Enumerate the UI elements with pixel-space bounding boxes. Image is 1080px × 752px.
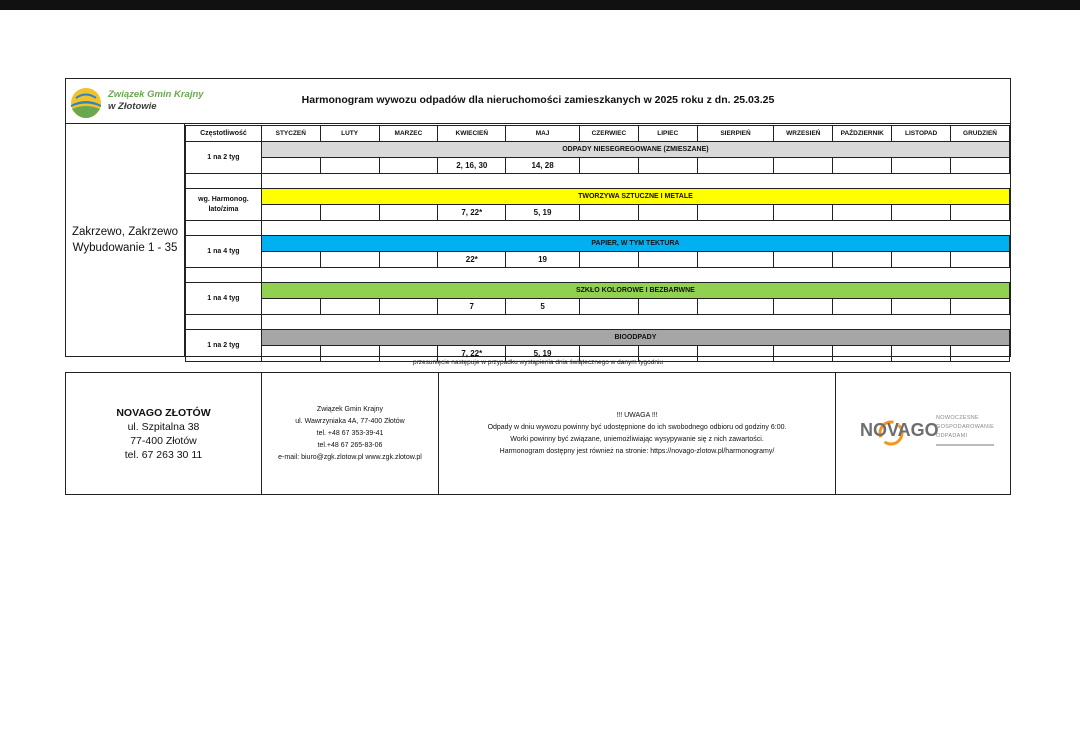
pickup-date-cell bbox=[379, 205, 438, 221]
novago-wordmark: NOVAGO bbox=[860, 419, 939, 440]
pickup-date-cell bbox=[579, 252, 638, 268]
pickup-date-cell bbox=[261, 205, 320, 221]
frequency-cell: 1 na 2 tyg bbox=[186, 142, 262, 174]
frequency-cell: 1 na 2 tyg bbox=[186, 330, 262, 362]
pickup-date-cell bbox=[579, 299, 638, 315]
pickup-date-cell bbox=[638, 158, 697, 174]
waste-type-band: PAPIER, W TYM TEKTURA bbox=[261, 236, 1009, 252]
schedule-section bbox=[65, 124, 1011, 357]
pickup-date-cell bbox=[379, 252, 438, 268]
pickup-date-cell bbox=[579, 205, 638, 221]
spacer-cell bbox=[261, 268, 1009, 283]
month-header: PAŹDZIERNIK bbox=[833, 126, 892, 142]
pickup-date-cell bbox=[638, 252, 697, 268]
pickup-date-cell: 14, 28 bbox=[506, 158, 580, 174]
frequency-cell: wg. Harmonog. lato/zima bbox=[186, 189, 262, 221]
company-street: ul. Szpitalna 38 bbox=[127, 420, 200, 433]
pickup-date-cell bbox=[892, 205, 951, 221]
logo-line2: w Złotowie bbox=[108, 101, 157, 112]
pickup-date-cell bbox=[774, 158, 833, 174]
warning-title: !!! UWAGA !!! bbox=[616, 411, 658, 419]
schedule-header bbox=[65, 78, 1011, 124]
pickup-date-cell: 22* bbox=[438, 252, 506, 268]
pickup-date-cell: 5, 19 bbox=[506, 346, 580, 362]
warning-box bbox=[439, 373, 836, 494]
zgk-logo-icon bbox=[70, 87, 102, 119]
pickup-date-cell bbox=[638, 205, 697, 221]
pickup-date-cell bbox=[320, 299, 379, 315]
spacer-row bbox=[186, 315, 1010, 330]
pickup-date-cell bbox=[951, 252, 1010, 268]
pickup-date-cell bbox=[261, 158, 320, 174]
frequency-cell: 1 na 4 tyg bbox=[186, 236, 262, 268]
union-email: e-mail: biuro@zgk.zlotow.pl www.zgk.zlotow.pl bbox=[278, 453, 422, 461]
spacer-cell bbox=[261, 315, 1009, 330]
waste-band-row bbox=[186, 330, 1010, 346]
month-header: LIPIEC bbox=[638, 126, 697, 142]
month-header: MARZEC bbox=[379, 126, 438, 142]
waste-band-row bbox=[186, 236, 1010, 252]
pickup-date-cell bbox=[697, 252, 774, 268]
spacer-row bbox=[186, 221, 1010, 236]
pickup-date-cell: 5 bbox=[506, 299, 580, 315]
spacer-cell bbox=[186, 268, 262, 283]
frequency-cell: 1 na 4 tyg bbox=[186, 283, 262, 315]
month-header: CZERWIEC bbox=[579, 126, 638, 142]
pickup-date-cell bbox=[697, 158, 774, 174]
pickup-date-cell bbox=[892, 158, 951, 174]
company-phone: tel. 67 263 30 11 bbox=[124, 448, 203, 461]
area-line2: Wybudowanie 1 - 35 bbox=[72, 242, 178, 254]
area-name bbox=[66, 124, 185, 356]
spacer-row bbox=[186, 268, 1010, 283]
company-name: NOVAGO ZŁOTÓW bbox=[116, 406, 211, 419]
pickup-date-cell: 2, 16, 30 bbox=[438, 158, 506, 174]
page-title: Harmonogram wywozu odpadów dla nieruchomości zamieszkanych w 2025 roku z dn. 25.03.25 bbox=[301, 94, 775, 106]
holiday-note: przesunięcie następuje w przypadku wystąpienia dnia świątecznego w danym tygodniu bbox=[412, 359, 664, 366]
pickup-date-cell bbox=[774, 299, 833, 315]
spacer-cell bbox=[186, 221, 262, 236]
pickup-date-cell bbox=[774, 252, 833, 268]
novago-tag3: ODPADAMI bbox=[936, 432, 968, 439]
footer bbox=[65, 372, 1011, 495]
pickup-dates-row bbox=[186, 205, 1010, 221]
area-line1: Zakrzewo, Zakrzewo bbox=[71, 226, 179, 238]
warning-line2: Worki powinny być związane, uniemożliwiając wysypywanie się z nich zawartości. bbox=[510, 435, 764, 443]
union-phone1: tel. +48 67 353-39-41 bbox=[316, 429, 384, 437]
pickup-date-cell: 7 bbox=[438, 299, 506, 315]
novago-tag2: GOSPODAROWANIE bbox=[936, 423, 995, 430]
pickup-date-cell bbox=[638, 299, 697, 315]
zgk-logo bbox=[70, 85, 220, 119]
pickup-date-cell bbox=[951, 205, 1010, 221]
novago-logo-cell bbox=[836, 373, 1010, 494]
novago-logo bbox=[848, 414, 998, 454]
pickup-date-cell bbox=[697, 205, 774, 221]
pickup-date-cell bbox=[951, 299, 1010, 315]
pickup-date-cell bbox=[261, 252, 320, 268]
spacer-cell bbox=[186, 174, 262, 189]
pickup-date-cell bbox=[774, 205, 833, 221]
novago-underline bbox=[936, 444, 994, 446]
month-header: LUTY bbox=[320, 126, 379, 142]
novago-tagline bbox=[936, 414, 994, 441]
pickup-date-cell bbox=[833, 252, 892, 268]
pickup-date-cell: 5, 19 bbox=[506, 205, 580, 221]
schedule-table bbox=[185, 125, 1010, 362]
pickup-date-cell bbox=[320, 205, 379, 221]
month-header-row bbox=[186, 126, 1010, 142]
pickup-date-cell bbox=[697, 299, 774, 315]
pickup-date-cell bbox=[261, 299, 320, 315]
union-street: ul. Wawrzyniaka 4A, 77-400 Złotów bbox=[295, 417, 405, 425]
pickup-date-cell bbox=[951, 158, 1010, 174]
pickup-date-cell bbox=[833, 205, 892, 221]
top-bar bbox=[0, 0, 1080, 10]
pickup-date-cell bbox=[892, 299, 951, 315]
waste-type-band: TWORZYWA SZTUCZNE I METALE bbox=[261, 189, 1009, 205]
frequency-header: Częstotliwość bbox=[186, 126, 262, 142]
pickup-date-cell bbox=[379, 299, 438, 315]
waste-band-row bbox=[186, 189, 1010, 205]
pickup-date-cell bbox=[892, 252, 951, 268]
month-header: KWIECIEŃ bbox=[438, 126, 506, 142]
pickup-date-cell bbox=[379, 158, 438, 174]
warning-line3: Harmonogram dostępny jest również na stronie: https://novago-zlotow.pl/harmonogramy/ bbox=[499, 447, 775, 455]
warning-line1: Odpady w dniu wywozu powinny być udostępnione do ich swobodnego odbioru od godziny 6:00. bbox=[487, 423, 787, 431]
pickup-dates-row bbox=[186, 299, 1010, 315]
union-phone2: tel.+48 67 265-83-06 bbox=[317, 441, 383, 449]
novago-tag1: NOWOCZESNE bbox=[936, 414, 980, 421]
spacer-cell bbox=[186, 315, 262, 330]
union-name: Związek Gmin Krajny bbox=[316, 405, 384, 413]
company-city: 77-400 Złotów bbox=[130, 434, 197, 447]
pickup-dates-row bbox=[186, 252, 1010, 268]
pickup-date-cell bbox=[833, 158, 892, 174]
spacer-row bbox=[186, 174, 1010, 189]
month-header: LISTOPAD bbox=[892, 126, 951, 142]
union-contact bbox=[262, 373, 439, 494]
month-header: MAJ bbox=[506, 126, 580, 142]
waste-type-band: ODPADY NIESEGREGOWANE (ZMIESZANE) bbox=[261, 142, 1009, 158]
spacer-cell bbox=[261, 221, 1009, 236]
waste-type-band: BIOODPADY bbox=[261, 330, 1009, 346]
pickup-date-cell bbox=[579, 158, 638, 174]
waste-type-band: SZKŁO KOLOROWE I BEZBARWNE bbox=[261, 283, 1009, 299]
month-header: WRZESIEŃ bbox=[774, 126, 833, 142]
month-header: GRUDZIEŃ bbox=[951, 126, 1010, 142]
waste-band-row bbox=[186, 283, 1010, 299]
pickup-date-cell: 7, 22* bbox=[438, 346, 506, 362]
waste-band-row bbox=[186, 142, 1010, 158]
logo-line1: Związek Gmin Krajny bbox=[108, 89, 204, 100]
month-header: SIERPIEŃ bbox=[697, 126, 774, 142]
pickup-dates-row bbox=[186, 158, 1010, 174]
pickup-date-cell bbox=[320, 252, 379, 268]
pickup-date-cell: 19 bbox=[506, 252, 580, 268]
pickup-date-cell bbox=[833, 299, 892, 315]
spacer-cell bbox=[261, 174, 1009, 189]
pickup-date-cell bbox=[320, 158, 379, 174]
month-header: STYCZEŃ bbox=[261, 126, 320, 142]
company-contact bbox=[66, 373, 262, 494]
pickup-date-cell: 7, 22* bbox=[438, 205, 506, 221]
